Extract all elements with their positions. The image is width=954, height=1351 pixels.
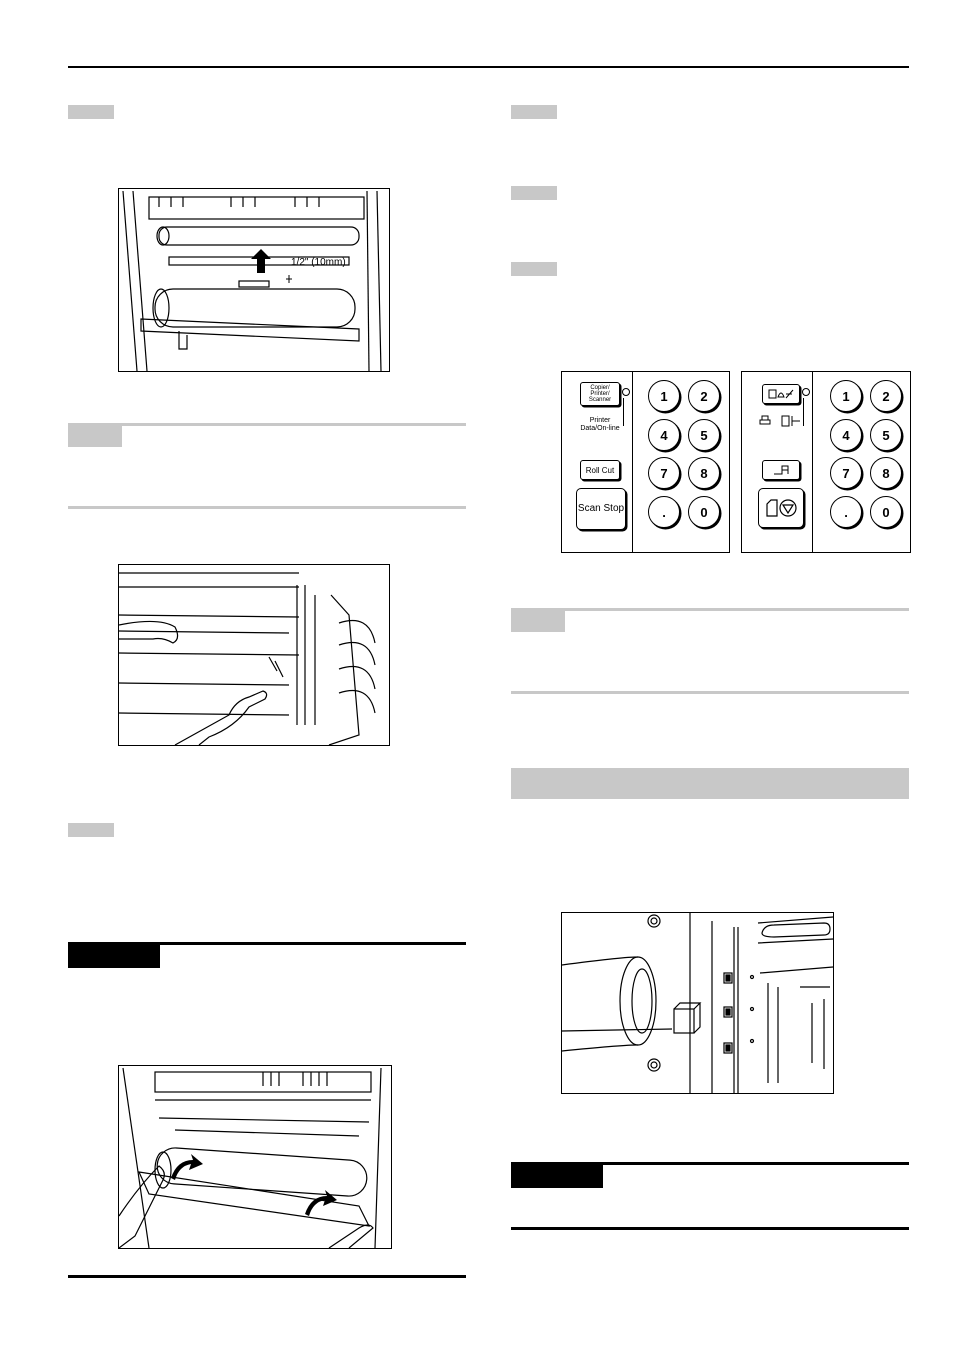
key-8[interactable]: 8: [688, 457, 720, 489]
caution-rule-bottom: [68, 1275, 466, 1278]
roller-illustration: [119, 189, 389, 371]
copier-printer-scanner-key[interactable]: Copier/ Printer/ Scanner: [580, 382, 620, 406]
roll-cut-key[interactable]: Roll Cut: [580, 460, 620, 480]
indicator-led: [802, 388, 810, 396]
step-tab: [68, 105, 114, 119]
roll-cut-icon-key[interactable]: [762, 460, 800, 480]
machine-side-illustration: [562, 913, 833, 1093]
note-tab: [68, 425, 122, 447]
indicator-led: [622, 388, 630, 396]
scan-stop-icon-key[interactable]: [758, 488, 804, 528]
stop-icon: [764, 498, 798, 518]
step-tab: [68, 823, 114, 837]
step-tab: [511, 105, 557, 119]
figure-feeding-paper: [118, 564, 390, 746]
printer-online-label: Printer Data/On-line: [580, 417, 620, 432]
key-period[interactable]: .: [830, 496, 862, 528]
key-1[interactable]: 1: [648, 380, 680, 412]
mode-icon: [767, 388, 795, 400]
step-tab: [511, 186, 557, 200]
figure-roller-position: [118, 188, 390, 372]
roll-cut-icon: [772, 464, 790, 476]
section-heading-bar: [511, 768, 909, 799]
panel-divider: [632, 372, 633, 552]
key-4[interactable]: 4: [830, 419, 862, 451]
caution-rule-bottom: [511, 1227, 909, 1230]
panel-divider: [812, 372, 813, 552]
key-2[interactable]: 2: [688, 380, 720, 412]
operation-panel-b: [741, 371, 911, 553]
roll-illustration: [119, 1066, 391, 1248]
note-rule-top: [68, 423, 466, 426]
operation-panel-a: [561, 371, 730, 553]
dimension-label: 1/2" (10mm): [291, 257, 346, 268]
note-rule-top: [511, 608, 909, 611]
key-period[interactable]: .: [648, 496, 680, 528]
led-connector: [623, 398, 624, 426]
caution-tab: [68, 944, 160, 968]
printer-online-icons: [758, 414, 804, 428]
key-5[interactable]: 5: [870, 419, 902, 451]
note-rule-bottom: [68, 506, 466, 509]
note-rule-bottom: [511, 691, 909, 694]
key-7[interactable]: 7: [648, 457, 680, 489]
key-0[interactable]: 0: [688, 496, 720, 528]
key-1[interactable]: 1: [830, 380, 862, 412]
figure-rotate-roll: [118, 1065, 392, 1249]
key-0[interactable]: 0: [870, 496, 902, 528]
copier-printer-scanner-icon-key[interactable]: [762, 384, 800, 404]
scan-stop-key[interactable]: Scan Stop: [576, 488, 626, 530]
feeding-illustration: [119, 565, 389, 745]
key-7[interactable]: 7: [830, 457, 862, 489]
key-8[interactable]: 8: [870, 457, 902, 489]
note-tab: [511, 610, 565, 632]
key-5[interactable]: 5: [688, 419, 720, 451]
key-4[interactable]: 4: [648, 419, 680, 451]
header-rule: [68, 66, 909, 68]
figure-machine-side: [561, 912, 834, 1094]
step-tab: [511, 262, 557, 276]
caution-tab: [511, 1164, 603, 1188]
key-2[interactable]: 2: [870, 380, 902, 412]
